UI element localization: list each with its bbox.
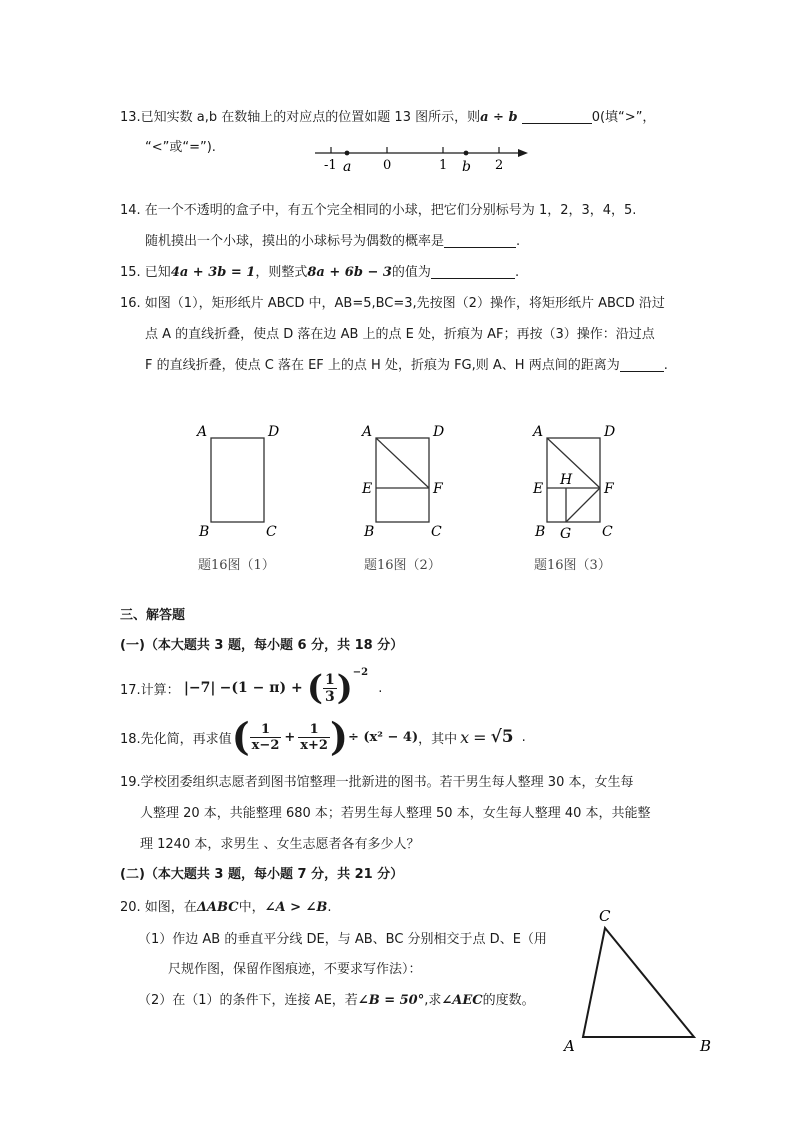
q18-fraction1 [250,722,282,753]
q17-denominator: 3 [324,688,335,705]
q15-answer-blank[interactable] [431,264,515,279]
q16-end: . [663,358,668,373]
q18-equals: = [473,727,487,747]
q14-line2 [145,230,520,249]
rect-abcd [211,438,264,522]
q20-end: . [327,900,332,915]
q18-fraction2 [298,722,330,753]
q15-line [120,261,519,280]
q17-mid: −(1 − π) + [219,680,303,696]
q18-f2-den: x+2 [300,737,328,753]
q20-part2-prefix: （2）在（1）的条件下，连接 AE，若 [138,993,358,1008]
q20-part2-condition: ∠B = 50° [357,993,425,1008]
q13-line2: “<”或“=”). [145,140,216,155]
fig16-2 [355,418,455,546]
triangle-abc [583,928,694,1037]
q13-line1 [120,106,655,125]
q14-line1: 14. 在一个不透明的盒子中，有五个完全相同的小球，把它们分别标号为 1，2，3，4，5. [120,203,637,218]
q13-answer-blank[interactable] [522,109,592,124]
section-title: 三、解答题 [120,608,186,623]
q18-tail: ÷ (x² − 4) [347,729,419,745]
q18-plus: + [284,729,296,745]
label-D: D [604,424,616,440]
point-b [464,151,469,156]
label-B: B [364,524,375,540]
label-C: C [431,524,442,540]
q17-numerator: 1 [324,671,335,688]
q20-triangle-figure [555,902,725,1062]
q15-prefix: 15. 已知 [120,265,171,280]
label-b: b [462,159,471,175]
label-D: D [268,424,280,440]
label-A: A [197,424,208,440]
label-2: 2 [495,158,504,173]
label-H: H [560,472,573,488]
label-A: A [533,424,544,440]
q15-mid: ，则整式 [255,265,308,280]
q18-x: x [460,727,470,747]
crease-af [547,438,600,488]
q20-part2-suffix: 的度数。 [482,993,535,1008]
label-A: A [564,1037,575,1055]
label-0: 0 [383,158,392,173]
label-E: E [533,481,544,497]
label-a: a [343,159,352,175]
q18-f1-num: 1 [261,721,271,737]
q16-line2: 点 A 的直线折叠，使点 D 落在边 AB 上的点 E 处，折痕为 AF；再按（3）操作：沿过点 [145,327,655,342]
label-neg1: -1 [324,158,337,173]
q13-text-tail: 0(填“>”， [591,110,656,125]
q17-end: . [378,680,383,696]
q19-line2: 人整理 20 本，共能整理 680 本；若男生每人整理 50 本，女生每人整理 40 本，共能整 [140,806,651,821]
q20-line1 [120,896,332,915]
section-part1-heading: (一)（本大题共 3 题，每小题 6 分，共 18 分） [120,638,404,653]
q18-where: ，其中 [418,731,458,747]
fig16-3-caption: 题16图（3） [534,558,611,573]
q17-exponent: −2 [352,667,369,678]
q20-part1-line1: （1）作边 AB 的垂直平分线 DE，与 AB、BC 分别相交于点 D、E（用 [138,932,547,947]
q17-abs: |−7| [183,680,216,696]
q14-text: 随机摸出一个小球，摸出的小球标号为偶数的概率是 [145,234,445,249]
q18-line [120,714,526,759]
q20-prefix: 20. 如图，在 [120,900,197,915]
q18-end: . [521,729,526,745]
q20-triangle: ΔABC [196,900,239,915]
q17-fraction [323,672,337,705]
q17-line [120,667,383,708]
label-F: F [604,481,614,497]
q18-sqrt5: √5 [490,727,514,747]
q16-line3 [145,354,668,373]
label-B: B [199,524,210,540]
q18-f2-num: 1 [309,721,319,737]
label-C: C [599,907,611,925]
q15-end: . [514,265,520,280]
q17-prefix: 17.计算： [120,682,180,698]
label-A: A [362,424,373,440]
q13-text: 13.已知实数 a,b 在数轴上的对应点的位置如题 13 图所示，则 [120,110,481,125]
q16-line1: 16. 如图（1），矩形纸片 ABCD 中，AB=5,BC=3,先按图（2）操作，将矩形纸片 ABCD 沿过 [120,296,665,311]
label-B: B [535,524,546,540]
q16-text: F 的直线折叠，使点 C 落在 EF 上的点 H 处，折痕为 FG,则 A、H 两点间的距离为 [145,358,620,373]
number-line-arrow [518,149,528,157]
q19-line3: 理 1240 本，求男生 、女生志愿者各有多少人？ [140,837,420,852]
label-1: 1 [439,158,448,173]
fig16-3 [526,418,626,546]
q16-answer-blank[interactable] [620,357,664,372]
label-C: C [602,524,613,540]
label-B: B [700,1037,712,1055]
q20-part2-mid: ,求 [424,993,442,1008]
q20-mid: 中， [238,900,265,915]
fig16-2-caption: 题16图（2） [364,558,441,573]
q14-answer-blank[interactable] [444,233,516,248]
fig16-1 [190,418,290,546]
q15-condition: 4a + 3b = 1 [170,265,256,280]
q13-expression: a ÷ b [480,110,518,125]
crease-fg [566,488,600,522]
label-G: G [560,526,572,542]
q15-expression: 8a + 6b − 3 [307,265,392,280]
q20-part2-target: ∠AEC [441,993,483,1008]
label-D: D [433,424,445,440]
label-C: C [266,524,277,540]
crease-af [376,438,429,488]
section-part2-heading: (二)（本大题共 3 题，每小题 7 分，共 21 分） [120,867,404,882]
q18-prefix: 18.先化简，再求值 [120,731,232,747]
q14-end: . [516,234,521,249]
q13-number-line [310,140,535,176]
label-E: E [362,481,373,497]
fig16-1-caption: 题16图（1） [198,558,275,573]
q19-line1: 19.学校团委组织志愿者到图书馆整理一批新进的图书。若干男生每人整理 30 本，女生每 [120,775,634,790]
q18-paren-left: ( [231,714,250,759]
q15-suffix: 的值为 [391,265,431,280]
q17-paren-right: ) [336,668,353,708]
q20-angle-condition: ∠A > ∠B [264,900,328,915]
point-a [345,151,350,156]
q20-part1-line2: 尺规作图，保留作图痕迹，不要求写作法）： [168,962,422,977]
q20-part2 [138,989,535,1008]
label-F: F [433,481,443,497]
q17-paren-left: ( [306,668,323,708]
q18-f1-den: x−2 [251,737,280,753]
q18-paren-right: ) [329,714,348,759]
